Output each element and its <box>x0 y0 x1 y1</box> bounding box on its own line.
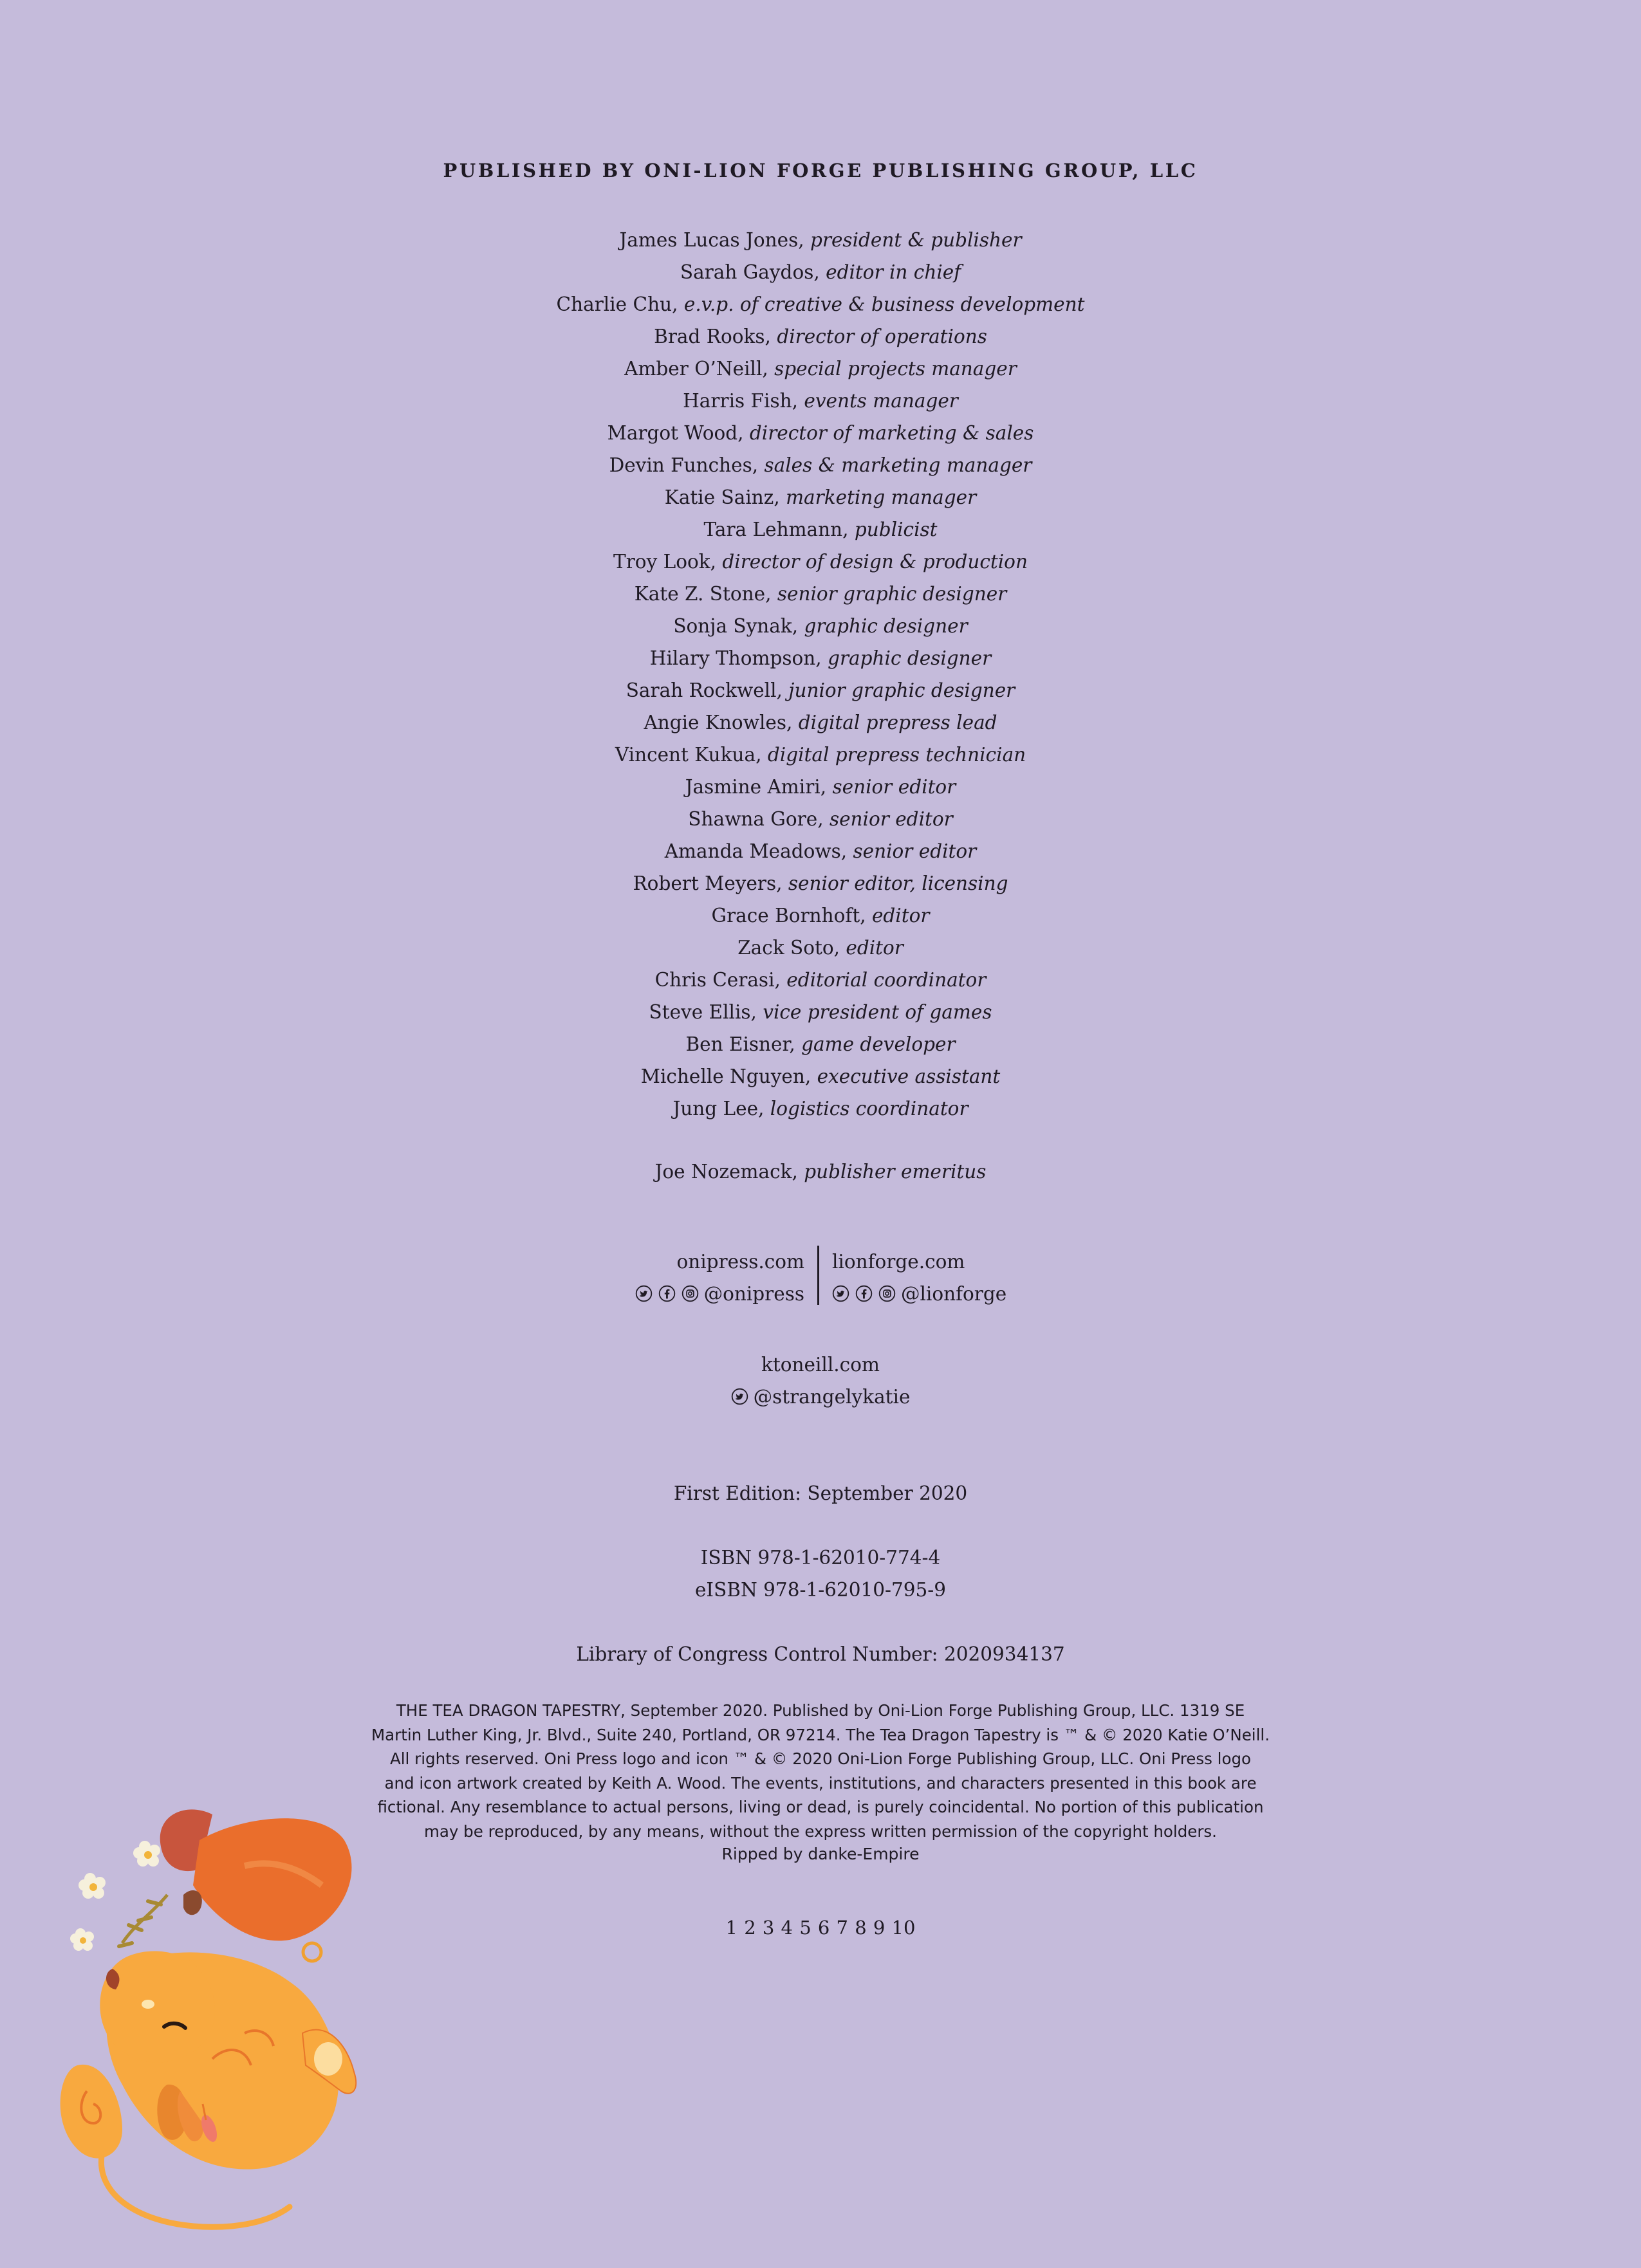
staff-row: Angie Knowles, digital prepress lead <box>644 712 997 733</box>
edition-line: First Edition: September 2020 <box>673 1482 968 1504</box>
staff-name: Jasmine Amiri <box>685 776 820 798</box>
emeritus-name: Joe Nozemack <box>654 1161 792 1183</box>
staff-name: Amber O’Neill <box>624 358 763 380</box>
staff-name: Troy Look <box>613 551 710 573</box>
staff-role: editorial coordinator <box>786 969 987 991</box>
staff-name: Sarah Rockwell <box>626 679 777 701</box>
staff-name: Steve Ellis <box>649 1001 751 1023</box>
staff-role: senior editor, licensing <box>788 872 1008 894</box>
staff-name: Shawna Gore <box>688 808 818 830</box>
legal-line: and icon artwork created by Keith A. Wood. The events, institutions, and characters presented in this book are <box>384 1773 1257 1793</box>
staff-name: Grace Bornhoft <box>711 905 860 927</box>
staff-role: logistics coordinator <box>770 1098 969 1120</box>
staff-row: Tara Lehmann, publicist <box>703 519 938 540</box>
publisher-social-links <box>0 1246 1641 1310</box>
staff-role: events manager <box>804 390 958 412</box>
eisbn: eISBN 978-1-62010-795-9 <box>694 1579 947 1601</box>
staff-row: Kate Z. Stone, senior graphic designer <box>634 583 1007 605</box>
staff-row: Shawna Gore, senior editor <box>688 808 953 830</box>
twitter-icon[interactable] <box>635 1285 653 1302</box>
staff-role: e.v.p. of creative & business development <box>683 293 1085 315</box>
legal-line: THE TEA DRAGON TAPESTRY, September 2020. Published by Oni-Lion Forge Publishing Group, LLC. 1319 SE <box>396 1701 1245 1720</box>
staff-name: Brad Rooks <box>654 326 765 347</box>
staff-name: Katie Sainz <box>664 486 774 508</box>
staff-name: Michelle Nguyen <box>640 1065 805 1087</box>
staff-role: marketing manager <box>786 486 977 508</box>
staff-role: game developer <box>801 1033 956 1055</box>
staff-role: sales & marketing manager <box>764 454 1032 476</box>
staff-row: Michelle Nguyen, executive assistant <box>640 1065 1001 1087</box>
staff-name: Ben Eisner <box>685 1033 790 1055</box>
emeritus-role: publisher emeritus <box>804 1161 987 1183</box>
oni-press-site-link[interactable]: onipress.com <box>676 1251 804 1273</box>
legal-line: may be reproduced, by any means, without the express written permission of the copyright holders. <box>424 1821 1217 1841</box>
isbn-block <box>0 1542 1641 1606</box>
staff-row: Steve Ellis, vice president of games <box>649 1001 992 1023</box>
legal-line: fictional. Any resemblance to actual persons, living or dead, is purely coincidental. No portion of this publication <box>377 1798 1264 1816</box>
staff-row: Grace Bornhoft, editor <box>711 905 930 927</box>
staff-row: Hilary Thompson, graphic designer <box>649 647 992 669</box>
staff-row: Sonja Synak, graphic designer <box>673 615 968 637</box>
author-site-link[interactable]: ktoneill.com <box>761 1354 880 1376</box>
staff-role: director of operations <box>777 326 987 347</box>
author-handle[interactable]: @strangelykatie <box>753 1386 911 1408</box>
staff-role: publicist <box>854 519 938 540</box>
staff-row: Robert Meyers, senior editor, licensing <box>633 872 1008 894</box>
staff-role: director of design & production <box>722 551 1028 573</box>
author-links <box>0 1349 1641 1413</box>
staff-row: Amanda Meadows, senior editor <box>664 840 977 862</box>
publisher-heading: PUBLISHED BY ONI-LION FORGE PUBLISHING GROUP, LLC <box>443 160 1198 181</box>
staff-name: Hilary Thompson <box>649 647 816 669</box>
staff-name: Robert Meyers <box>633 872 777 894</box>
staff-role: senior graphic designer <box>777 583 1007 605</box>
staff-row: Zack Soto, editor <box>737 937 904 959</box>
staff-row: Devin Funches, sales & marketing manager <box>609 454 1032 476</box>
staff-row: Brad Rooks, director of operations <box>654 326 987 347</box>
staff-name: Vincent Kukua <box>615 744 756 766</box>
staff-row: Margot Wood, director of marketing & sales <box>607 422 1034 444</box>
staff-role: senior editor <box>853 840 977 862</box>
staff-role: digital prepress lead <box>798 712 997 733</box>
ripped-note: Ripped by danke-Empire <box>721 1845 920 1863</box>
staff-row: Amber O’Neill, special projects manager <box>624 358 1017 380</box>
staff-name: Jung Lee <box>672 1098 759 1120</box>
sleeping-tea-dragon-illustration <box>51 1789 438 2239</box>
instagram-icon[interactable] <box>878 1285 896 1302</box>
staff-role: president & publisher <box>810 229 1022 251</box>
library-of-congress-number: Library of Congress Control Number: 2020934137 <box>576 1643 1065 1665</box>
legal-line: Martin Luther King, Jr. Blvd., Suite 240, Portland, OR 97214. The Tea Dragon Tapestry is ™ & © 2020 Katie O’Neill. <box>371 1725 1270 1744</box>
staff-row: Jung Lee, logistics coordinator <box>672 1098 969 1120</box>
staff-name: Harris Fish <box>683 390 792 412</box>
staff-role: editor <box>846 937 904 959</box>
staff-name: Devin Funches <box>609 454 752 476</box>
staff-role: graphic designer <box>828 647 992 669</box>
staff-row: Ben Eisner, game developer <box>685 1033 956 1055</box>
staff-role: senior editor <box>829 808 953 830</box>
twitter-icon[interactable] <box>731 1388 748 1405</box>
staff-name: Chris Cerasi <box>654 969 775 991</box>
staff-name: Sarah Gaydos <box>680 261 814 283</box>
staff-role: junior graphic designer <box>788 679 1015 701</box>
staff-role: digital prepress technician <box>767 744 1026 766</box>
staff-row: James Lucas Jones, president & publisher <box>619 229 1022 251</box>
staff-row: Charlie Chu, e.v.p. of creative & business development <box>556 293 1085 315</box>
staff-role: editor <box>871 905 930 927</box>
lion-forge-site-link[interactable]: lionforge.com <box>832 1251 965 1273</box>
staff-name: Sonja Synak <box>673 615 792 637</box>
staff-name: Angie Knowles <box>644 712 786 733</box>
staff-role: director of marketing & sales <box>749 422 1034 444</box>
staff-name: Tara Lehmann <box>703 519 843 540</box>
staff-row: Jasmine Amiri, senior editor <box>685 776 956 798</box>
emeritus-line: Joe Nozemack, publisher emeritus <box>654 1161 987 1183</box>
lion-forge-links <box>832 1246 1006 1310</box>
staff-name: Margot Wood <box>607 422 738 444</box>
staff-role: special projects manager <box>774 358 1017 380</box>
staff-name: Amanda Meadows <box>664 840 841 862</box>
facebook-icon[interactable] <box>855 1285 873 1302</box>
printing-line: 1 2 3 4 5 6 7 8 9 10 <box>725 1917 916 1939</box>
staff-row: Chris Cerasi, editorial coordinator <box>654 969 987 991</box>
staff-row: Harris Fish, events manager <box>683 390 958 412</box>
staff-list <box>0 224 1641 1125</box>
facebook-icon[interactable] <box>658 1285 676 1302</box>
staff-name: James Lucas Jones <box>619 229 799 251</box>
staff-row: Sarah Rockwell, junior graphic designer <box>626 679 1015 701</box>
staff-role: editor in chief <box>826 261 961 283</box>
staff-role: vice president of games <box>763 1001 992 1023</box>
social-divider <box>817 1246 819 1305</box>
staff-role: graphic designer <box>804 615 968 637</box>
staff-name: Charlie Chu <box>556 293 672 315</box>
staff-name: Kate Z. Stone <box>634 583 766 605</box>
staff-name: Zack Soto <box>737 937 834 959</box>
staff-role: executive assistant <box>817 1065 1001 1087</box>
staff-row: Sarah Gaydos, editor in chief <box>680 261 961 283</box>
staff-row: Katie Sainz, marketing manager <box>664 486 977 508</box>
lion-forge-handle[interactable]: @lionforge <box>901 1283 1007 1305</box>
staff-row: Troy Look, director of design & production <box>613 551 1028 573</box>
staff-row: Vincent Kukua, digital prepress technician <box>615 744 1026 766</box>
instagram-icon[interactable] <box>681 1285 699 1302</box>
isbn: ISBN 978-1-62010-774-4 <box>700 1547 941 1569</box>
oni-press-handle[interactable]: @onipress <box>703 1283 804 1305</box>
oni-press-links <box>635 1246 804 1310</box>
legal-line: All rights reserved. Oni Press logo and icon ™ & © 2020 Oni-Lion Forge Publishing Group, LLC. Oni Press logo <box>389 1749 1251 1768</box>
staff-role: senior editor <box>832 776 956 798</box>
twitter-icon[interactable] <box>832 1285 849 1302</box>
